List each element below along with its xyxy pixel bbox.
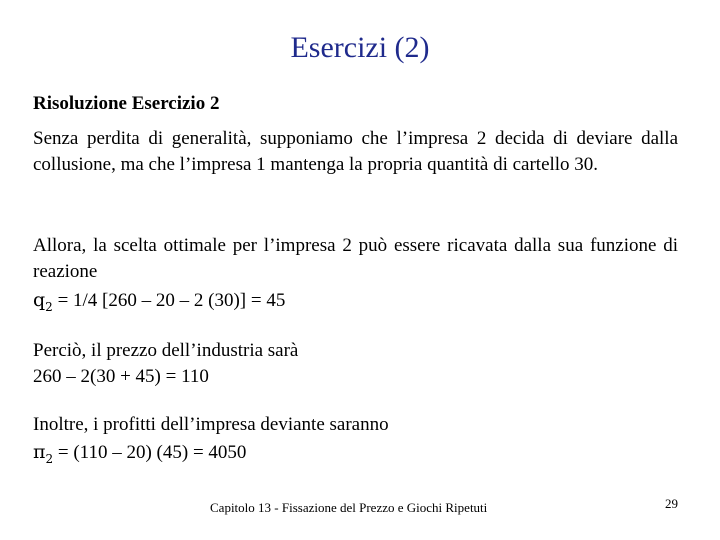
profit-symbol: $\pi_2$: [33, 441, 54, 466]
formula-profit-firm2: [33, 440, 246, 471]
paragraph-reaction-function: Allora, la scelta ottimale per l’impresa 2 può essere ricavata dalla sua funzione di reazione: [33, 235, 678, 282]
footer-chapter: Capitolo 13 - Fissazione del Prezzo e Giochi Ripetuti: [210, 500, 488, 515]
quantity-symbol: $q_2$: [33, 289, 53, 314]
formula-quantity-firm2: [33, 288, 285, 319]
exercise-subtitle: Risoluzione Esercizio 2: [33, 93, 220, 114]
paragraph-deviant-profits: Inoltre, i profitti dell’impresa deviante saranno: [33, 414, 389, 435]
formula-quantity-expression: = 1/4 [260 – 20 – 2 (30)] = 45: [52, 290, 286, 311]
paragraph-deviation-assumption: Senza perdita di generalità, supponiamo che l’impresa 2 decida di deviare dalla collusione, ma che l’impresa 1 mantenga la propria quantità di cartello 30.: [33, 128, 678, 175]
page-number: 29: [665, 496, 678, 511]
price-calculation-line: 260 – 2(30 + 45) = 110: [33, 366, 209, 387]
price-intro-line: Perciò, il prezzo dell’industria sarà: [33, 340, 299, 361]
slide-title: Esercizi (2): [290, 31, 430, 64]
formula-profit-expression: = (110 – 20) (45) = 4050: [53, 442, 247, 463]
paragraph-industry-price: [33, 338, 678, 390]
